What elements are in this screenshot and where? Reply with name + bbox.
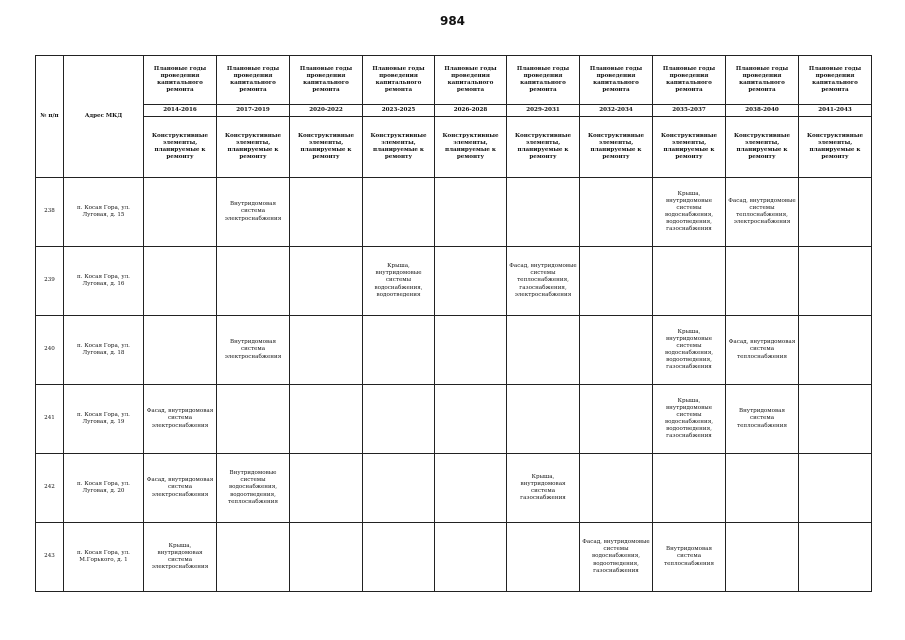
- repair-elements-cell: [799, 454, 872, 523]
- repair-elements-cell: Фасад, внутридомовая система электроснабжения: [144, 454, 217, 523]
- repair-elements-cell: Крыша, внутридомовые системы водоснабжения, водоотведения, газоснабжения: [653, 178, 726, 247]
- column-header-elements: Конструктивные элементы, планируемые к ремонту: [363, 117, 435, 178]
- row-number: 240: [36, 316, 64, 385]
- repair-elements-cell: [726, 247, 799, 316]
- repair-elements-cell: [507, 316, 580, 385]
- row-number: 241: [36, 385, 64, 454]
- column-header-period: 2035-2037: [653, 105, 726, 117]
- repair-elements-cell: [290, 385, 363, 454]
- repair-elements-cell: Фасад, внутридомовая система теплоснабжения: [726, 316, 799, 385]
- repair-elements-cell: Фасад, внутридомовые системы теплоснабжения, электроснабжения: [726, 178, 799, 247]
- row-address: п. Косая Гора, ул. Луговая, д. 15: [64, 178, 144, 247]
- table-row: [36, 523, 872, 592]
- column-header-plan: Плановые годы проведения капитального ремонта: [435, 56, 507, 105]
- row-number: 242: [36, 454, 64, 523]
- repair-elements-cell: Внутридомовые системы водоснабжения, водоотведения, теплоснабжения: [217, 454, 290, 523]
- column-header-period: 2038-2040: [726, 105, 799, 117]
- repair-elements-cell: [799, 178, 872, 247]
- row-number: 243: [36, 523, 64, 592]
- row-number: 238: [36, 178, 64, 247]
- row-address: п. Косая Гора, ул. Луговая, д. 16: [64, 247, 144, 316]
- repair-elements-cell: Фасад, внутридомовая система электроснабжения: [144, 385, 217, 454]
- repair-elements-cell: [507, 178, 580, 247]
- column-header-plan: Плановые годы проведения капитального ремонта: [290, 56, 363, 105]
- repair-elements-cell: [290, 454, 363, 523]
- column-header-period: 2029-2031: [507, 105, 580, 117]
- column-header-period: 2020-2022: [290, 105, 363, 117]
- repair-elements-cell: [799, 316, 872, 385]
- column-header-elements: Конструктивные элементы, планируемые к ремонту: [290, 117, 363, 178]
- repair-elements-cell: [363, 454, 435, 523]
- repair-elements-cell: Крыша, внутридомовые системы водоснабжения, водоотведения: [363, 247, 435, 316]
- repair-elements-cell: [290, 316, 363, 385]
- column-header-plan: Плановые годы проведения капитального ремонта: [363, 56, 435, 105]
- repair-elements-cell: [144, 178, 217, 247]
- column-header-plan: Плановые годы проведения капитального ремонта: [507, 56, 580, 105]
- repair-elements-cell: Внутридомовая система теплоснабжения: [726, 385, 799, 454]
- repair-elements-cell: [435, 454, 507, 523]
- table-row: [36, 247, 872, 316]
- repair-elements-cell: [217, 247, 290, 316]
- column-header-elements: Конструктивные элементы, планируемые к ремонту: [726, 117, 799, 178]
- repair-elements-cell: [217, 523, 290, 592]
- repair-elements-cell: Внутридомовая система электроснабжения: [217, 316, 290, 385]
- row-address: п. Косая Гора, ул. М.Горького, д. 1: [64, 523, 144, 592]
- column-header-elements: Конструктивные элементы, планируемые к ремонту: [217, 117, 290, 178]
- repair-elements-cell: Внутридомовая система электроснабжения: [217, 178, 290, 247]
- column-header-plan: Плановые годы проведения капитального ремонта: [217, 56, 290, 105]
- repair-elements-cell: [726, 523, 799, 592]
- repair-elements-cell: Фасад, внутридомовые системы водоснабжения, водоотведения, газоснабжения: [580, 523, 653, 592]
- repair-elements-cell: Фасад, внутридомовые системы теплоснабжения, газоснабжения, электроснабжения: [507, 247, 580, 316]
- table-row: [36, 454, 872, 523]
- column-header-elements: Конструктивные элементы, планируемые к ремонту: [507, 117, 580, 178]
- repair-elements-cell: [580, 247, 653, 316]
- repair-elements-cell: [144, 247, 217, 316]
- table-row: [36, 316, 872, 385]
- column-header-period: 2032-2034: [580, 105, 653, 117]
- column-header-period: 2026-2028: [435, 105, 507, 117]
- column-header-plan: Плановые годы проведения капитального ремонта: [653, 56, 726, 105]
- repair-elements-cell: [726, 454, 799, 523]
- column-header-plan: Плановые годы проведения капитального ремонта: [580, 56, 653, 105]
- repair-elements-cell: [363, 385, 435, 454]
- row-address: п. Косая Гора, ул. Луговая, д. 19: [64, 385, 144, 454]
- repair-elements-cell: [435, 247, 507, 316]
- repair-elements-cell: [290, 523, 363, 592]
- repair-elements-cell: Крыша, внутридомовая система газоснабжения: [507, 454, 580, 523]
- repair-elements-cell: [435, 523, 507, 592]
- repair-elements-cell: [290, 247, 363, 316]
- row-address: п. Косая Гора, ул. Луговая, д. 20: [64, 454, 144, 523]
- repair-elements-cell: [799, 247, 872, 316]
- repair-elements-cell: Крыша, внутридомовые системы водоснабжения, водоотведения, газоснабжения: [653, 385, 726, 454]
- repair-elements-cell: Крыша, внутридомовые системы водоснабжения, водоотведения, газоснабжения: [653, 316, 726, 385]
- table-row: [36, 385, 872, 454]
- column-header-plan: Плановые годы проведения капитального ремонта: [144, 56, 217, 105]
- column-header-elements: Конструктивные элементы, планируемые к ремонту: [144, 117, 217, 178]
- column-header-plan: Плановые годы проведения капитального ремонта: [726, 56, 799, 105]
- repair-elements-cell: [435, 178, 507, 247]
- repair-elements-cell: [217, 385, 290, 454]
- repair-elements-cell: [363, 316, 435, 385]
- page-number: 984: [439, 14, 466, 28]
- column-header-elements: Конструктивные элементы, планируемые к ремонту: [799, 117, 872, 178]
- repair-elements-cell: [580, 178, 653, 247]
- repair-elements-cell: [290, 178, 363, 247]
- row-address: п. Косая Гора, ул. Луговая, д. 18: [64, 316, 144, 385]
- repair-elements-cell: Крыша, внутридомовая система электроснабжения: [144, 523, 217, 592]
- column-header-period: 2041-2043: [799, 105, 872, 117]
- repair-elements-cell: [435, 385, 507, 454]
- column-header-elements: Конструктивные элементы, планируемые к ремонту: [580, 117, 653, 178]
- repair-elements-cell: [363, 178, 435, 247]
- row-number: 239: [36, 247, 64, 316]
- repair-elements-cell: [799, 385, 872, 454]
- repair-elements-cell: [580, 385, 653, 454]
- repair-elements-cell: [144, 316, 217, 385]
- column-header-number: № п/п: [36, 56, 64, 178]
- column-header-elements: Конструктивные элементы, планируемые к ремонту: [435, 117, 507, 178]
- repair-elements-cell: [507, 385, 580, 454]
- repair-elements-cell: [363, 523, 435, 592]
- column-header-period: 2017-2019: [217, 105, 290, 117]
- column-header-period: 2023-2025: [363, 105, 435, 117]
- repair-elements-cell: [580, 454, 653, 523]
- repair-elements-cell: [435, 316, 507, 385]
- table-row: [36, 178, 872, 247]
- column-header-elements: Конструктивные элементы, планируемые к ремонту: [653, 117, 726, 178]
- repair-elements-cell: [653, 454, 726, 523]
- capital-repair-table: [35, 55, 872, 592]
- repair-elements-cell: Внутридомовая система теплоснабжения: [653, 523, 726, 592]
- repair-elements-cell: [653, 247, 726, 316]
- repair-elements-cell: [580, 316, 653, 385]
- repair-elements-cell: [507, 523, 580, 592]
- column-header-period: 2014-2016: [144, 105, 217, 117]
- column-header-address: Адрес МКД: [64, 56, 144, 178]
- repair-elements-cell: [799, 523, 872, 592]
- column-header-plan: Плановые годы проведения капитального ремонта: [799, 56, 872, 105]
